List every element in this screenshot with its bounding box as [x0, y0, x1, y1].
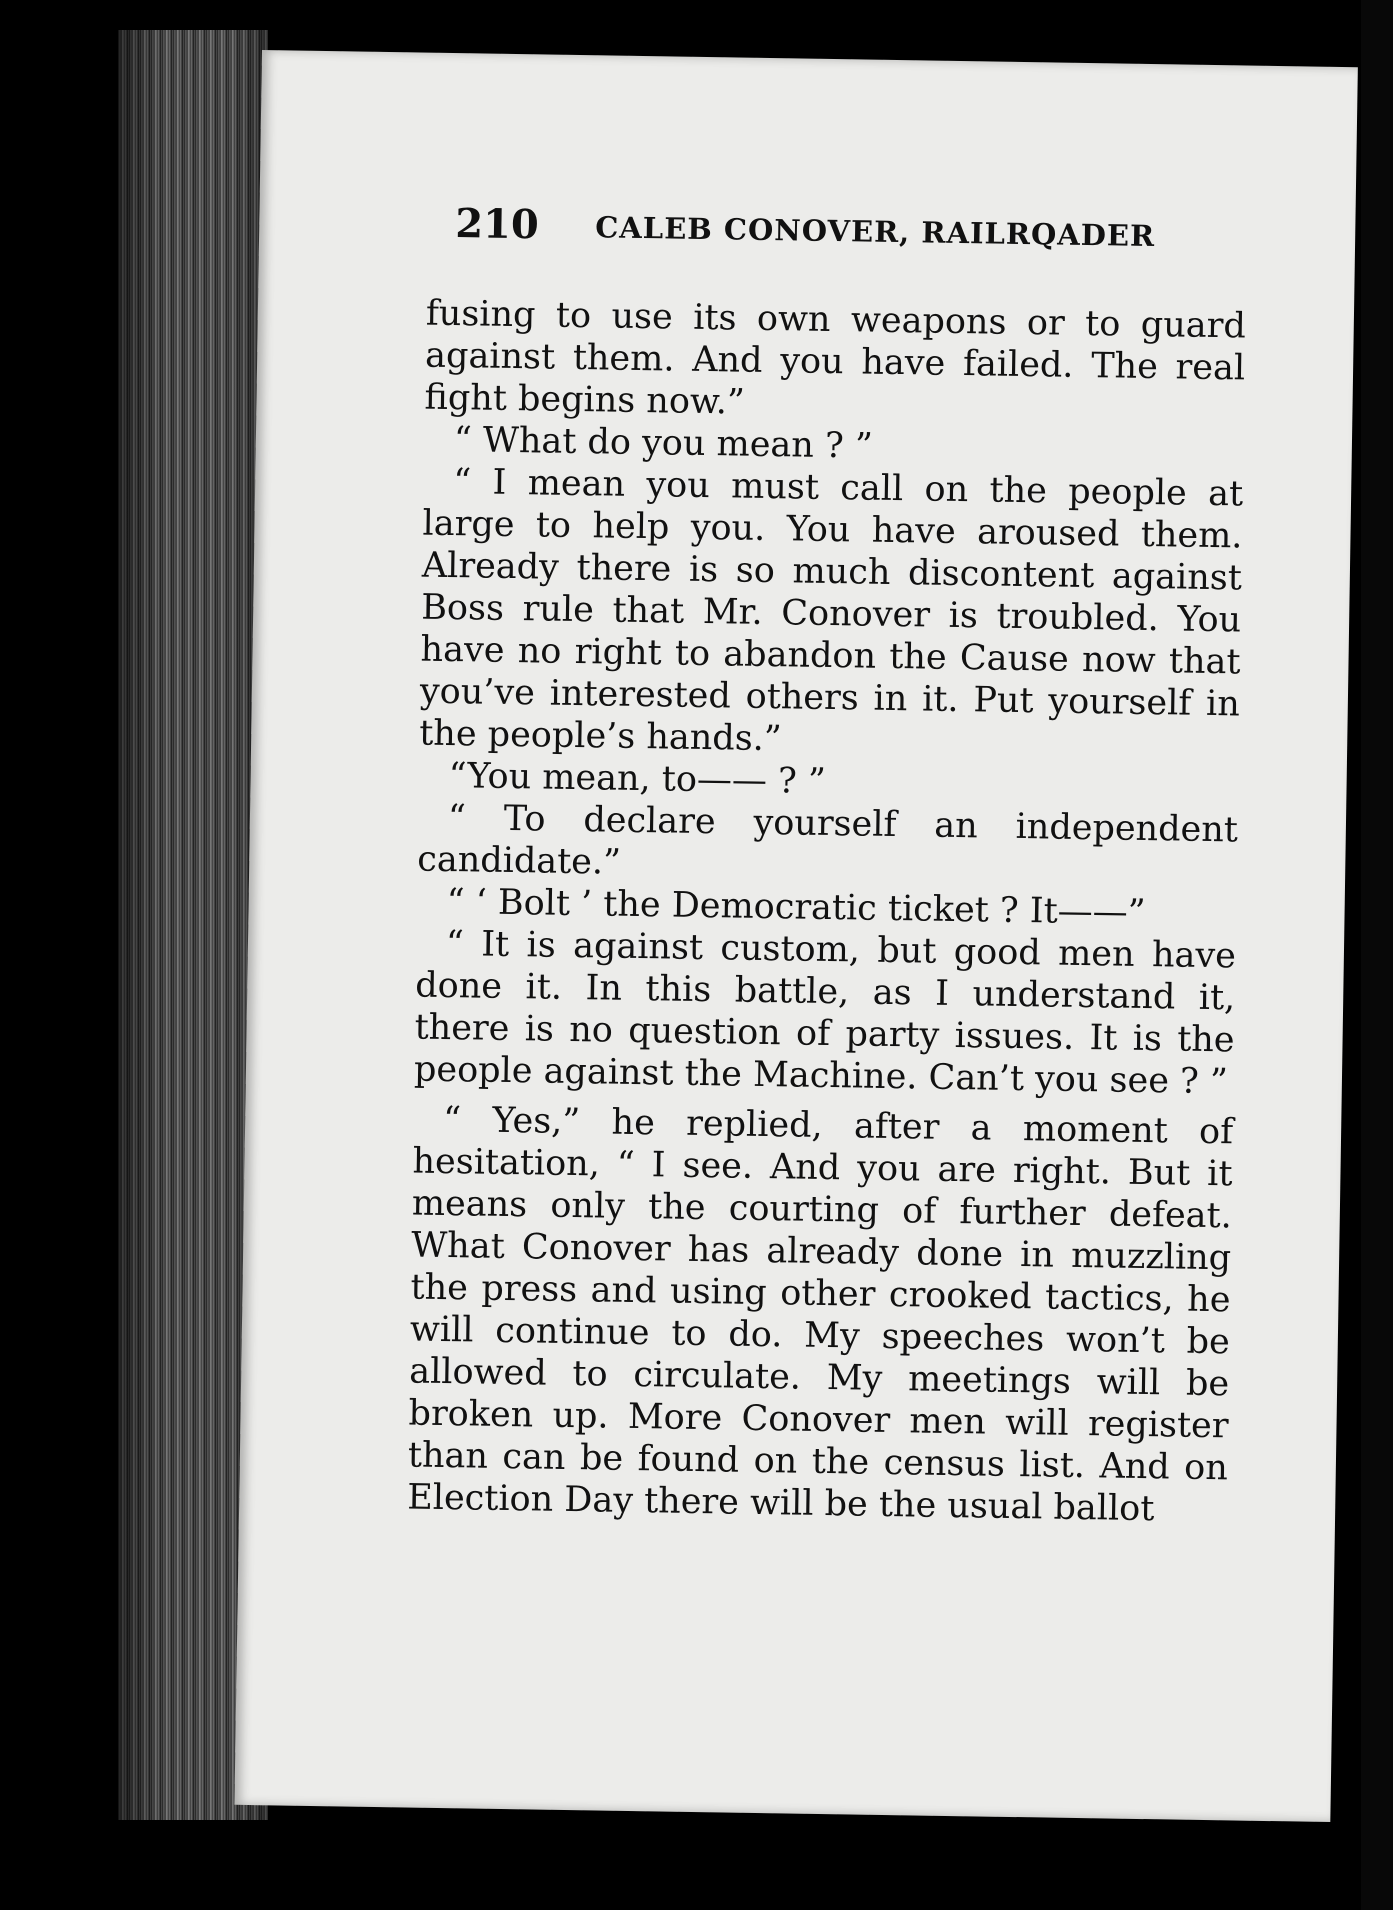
- page-header: [455, 200, 1196, 262]
- running-head: CALEB CONOVER, RAILRQADER: [594, 210, 1156, 254]
- paragraph: “You mean, to—— ? ”: [448, 756, 827, 802]
- paragraph: “ I mean you must call on the people at large to help you. You have aroused them. Already there is so much discontent against Boss rule that Mr. Conover is troubled. You have no right to abandon the Cause now that you’ve interested others in it. Put yourself in the people’s hands.”: [418, 462, 1244, 760]
- paragraph: “ It is against custom, but good men have done it. In this battle, as I understand it, there is no question of party issues. It is the people against the Machine. Can’t you see ? ”: [413, 924, 1237, 1103]
- book-page: [234, 50, 1357, 1822]
- body-text: [407, 293, 1246, 1532]
- paragraph: “ What do you mean ? ”: [453, 420, 874, 467]
- page-number: 210: [454, 200, 540, 249]
- scan-border: [1361, 0, 1393, 1910]
- paragraph: fusing to use its own weapons or to guard against them. And you have failed. The real fight begins now.”: [424, 293, 1247, 423]
- paragraph: “ ‘ Bolt ’ the Democratic ticket ? It——”: [446, 882, 1146, 933]
- paragraph: “ Yes,” he replied, after a moment of hesitation, “ I see. And you are right. But it means only the courting of further defeat. What Conover has already done in muzzling the press and using other crooked tactics, he will continue to do. My speeches won’t be allowed to circulate. My meetings will be broken up. More Conover men will register than can be found on the census list. And on Election Day there will be the usual ballot: [406, 1099, 1234, 1530]
- paragraph: “ To declare yourself an independent candidate.”: [416, 798, 1239, 883]
